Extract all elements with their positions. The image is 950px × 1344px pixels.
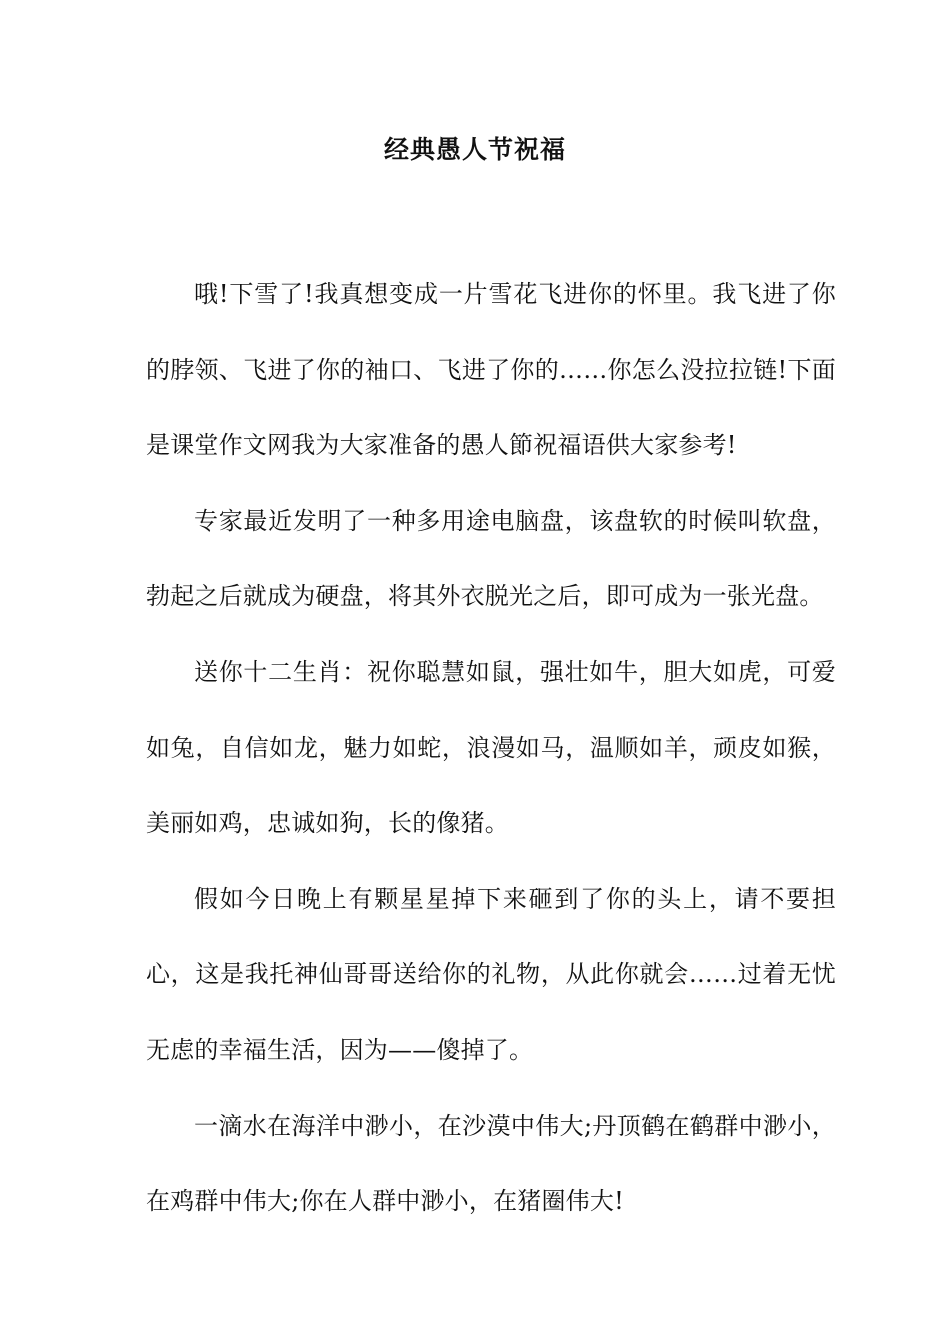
paragraph-water-drop: 一滴水在海洋中渺小，在沙漠中伟大;丹顶鹤在鹤群中渺小，在鸡群中伟大;你在人群中渺小，在猪圈伟大! [146, 1111, 836, 1216]
paragraph-intro: 哦!下雪了!我真想变成一片雪花飞进你的怀里。我飞进了你的脖领、飞进了你的袖口、飞进了你的……你怎么没拉拉链!下面是课堂作文网我为大家准备的愚人節祝福语供大家参考! [146, 280, 836, 460]
document-body [146, 257, 836, 1240]
paragraph-computer-disk-joke: 专家最近发明了一种多用途电脑盘，该盘软的时候叫软盘，勃起之后就成为硬盘，将其外衣脱光之后，即可成为一张光盘。 [146, 506, 836, 611]
paragraph-falling-star: 假如今日晚上有颗星星掉下来砸到了你的头上，请不要担心，这是我托神仙哥哥送给你的礼物，从此你就会……过着无忧无虑的幸福生活，因为——傻掉了。 [146, 884, 836, 1064]
paragraph-zodiac-wishes: 送你十二生肖：祝你聪慧如鼠，强壮如牛，胆大如虎，可爱如兔，自信如龙，魅力如蛇，浪漫如马，温顺如羊，顽皮如猴，美丽如鸡，忠诚如狗，长的像猪。 [146, 657, 836, 838]
document-title: 经典愚人节祝福 [383, 135, 566, 164]
